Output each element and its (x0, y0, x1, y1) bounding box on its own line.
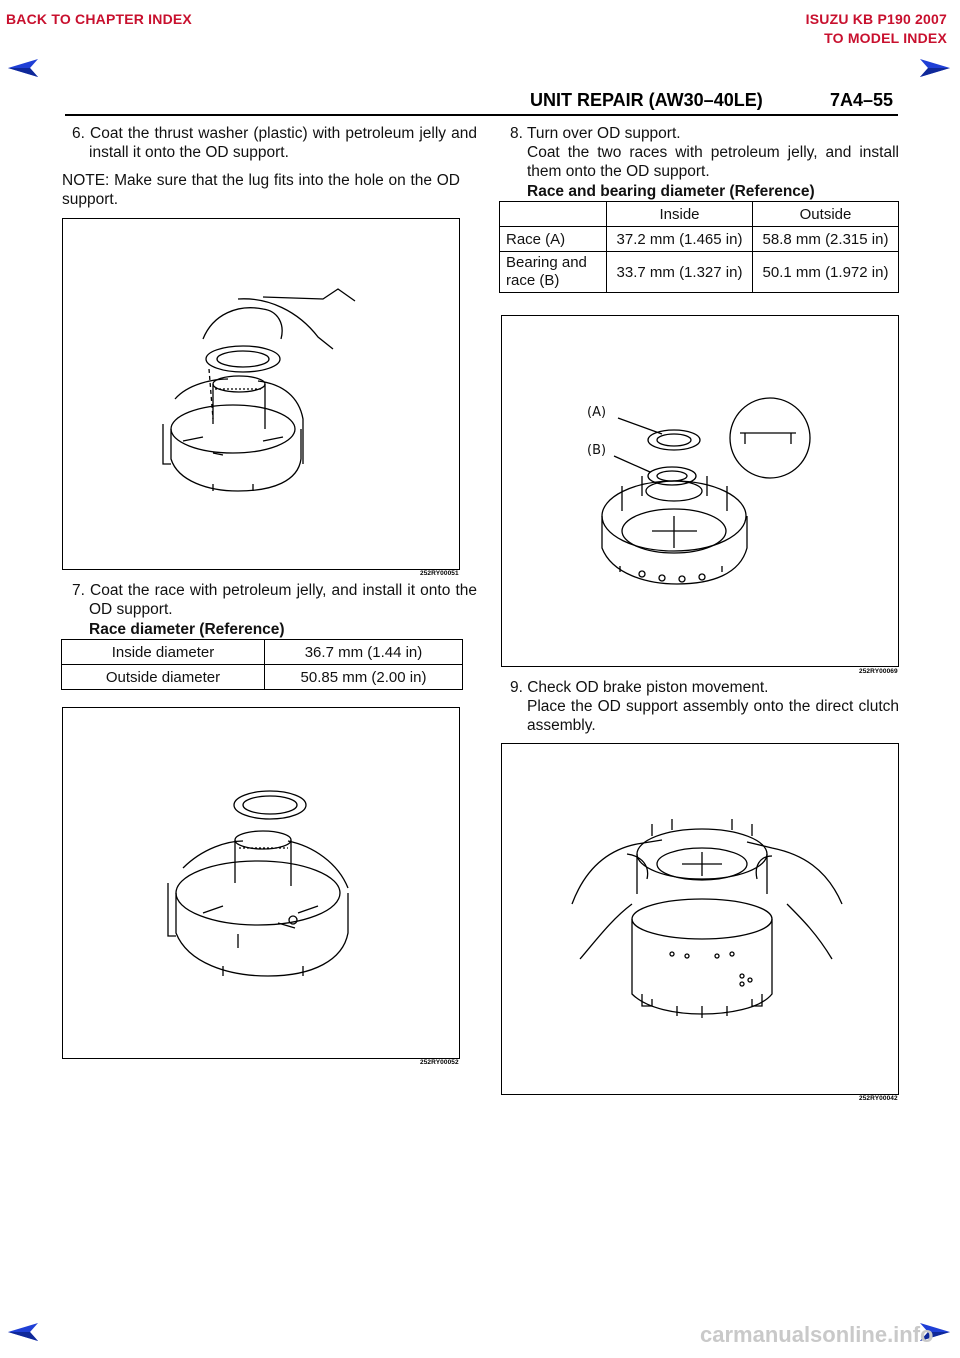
back-to-chapter-index-link[interactable]: BACK TO CHAPTER INDEX (6, 11, 192, 27)
table-cell: Race (A) (500, 227, 607, 252)
label-race-a: (A) (587, 405, 607, 420)
table-cell: 50.1 mm (1.972 in) (753, 252, 899, 293)
table-header-cell (500, 202, 607, 227)
table-cell: 37.2 mm (1.465 in) (607, 227, 753, 252)
table-header-cell: Inside (607, 202, 753, 227)
table-cell: 33.7 mm (1.327 in) (607, 252, 753, 293)
race-bearing-table (499, 201, 899, 293)
previous-page-arrow-icon[interactable] (6, 58, 40, 78)
race-diameter-table-title: Race diameter (Reference) (89, 621, 285, 638)
figure-thrust-washer (62, 218, 460, 570)
table-cell: 58.8 mm (2.315 in) (753, 227, 899, 252)
table-row (500, 227, 899, 252)
table-cell: 50.85 mm (2.00 in) (265, 665, 463, 690)
table-cell: 36.7 mm (1.44 in) (265, 640, 463, 665)
table-row (62, 640, 463, 665)
to-model-index-link[interactable]: TO MODEL INDEX (824, 30, 947, 46)
figure-1-code: 252RY00051 (420, 570, 459, 577)
figure-2-code: 252RY00052 (420, 1059, 459, 1066)
label-bearing-b: (B) (587, 443, 607, 458)
table-cell: Inside diameter (62, 640, 265, 665)
step-8-text: 8. Turn over OD support. (510, 125, 681, 142)
race-diameter-table (61, 639, 463, 690)
section-title: UNIT REPAIR (AW30–40LE) (530, 90, 763, 110)
previous-page-bottom-arrow-icon[interactable] (6, 1322, 40, 1342)
table-row (500, 252, 899, 293)
next-page-arrow-icon[interactable] (918, 58, 952, 78)
figure-piston-check (501, 743, 899, 1095)
step-9-text: 9. Check OD brake piston movement. (510, 679, 769, 696)
bearing-table-title: Race and bearing diameter (Reference) (527, 183, 815, 200)
page-number: 7A4–55 (830, 90, 894, 110)
step-6-text: 6. Coat the thrust washer (plastic) with petroleum jelly and install it onto the OD support. (72, 125, 477, 161)
figure-4-code: 252RY00042 (859, 1095, 898, 1102)
watermark-url[interactable]: carmanualsonline.info (700, 1322, 934, 1347)
step-8-detail: Coat the two races with petroleum jelly, and install them onto the OD support. (527, 144, 899, 180)
table-row (500, 202, 899, 227)
race-install-illustration (63, 708, 459, 1058)
table-header-cell: Outside (753, 202, 899, 227)
header-rule (65, 114, 898, 116)
step-7-text: 7. Coat the race with petroleum jelly, and install it onto the OD support. (72, 582, 477, 618)
piston-check-illustration (502, 744, 898, 1094)
table-cell: Outside diameter (62, 665, 265, 690)
step-9-detail: Place the OD support assembly onto the direct clutch assembly. (527, 698, 899, 734)
note-text: NOTE: Make sure that the lug fits into the hole on the OD support. (62, 172, 460, 208)
table-cell: Bearing and race (B) (500, 252, 607, 293)
thrust-washer-illustration (63, 219, 459, 569)
table-row (62, 665, 463, 690)
figure-3-code: 252RY00069 (859, 668, 898, 675)
figure-races-ab (501, 315, 899, 667)
figure-race-install (62, 707, 460, 1059)
races-ab-illustration (502, 316, 898, 666)
model-title-link[interactable]: ISUZU KB P190 2007 (805, 11, 947, 27)
